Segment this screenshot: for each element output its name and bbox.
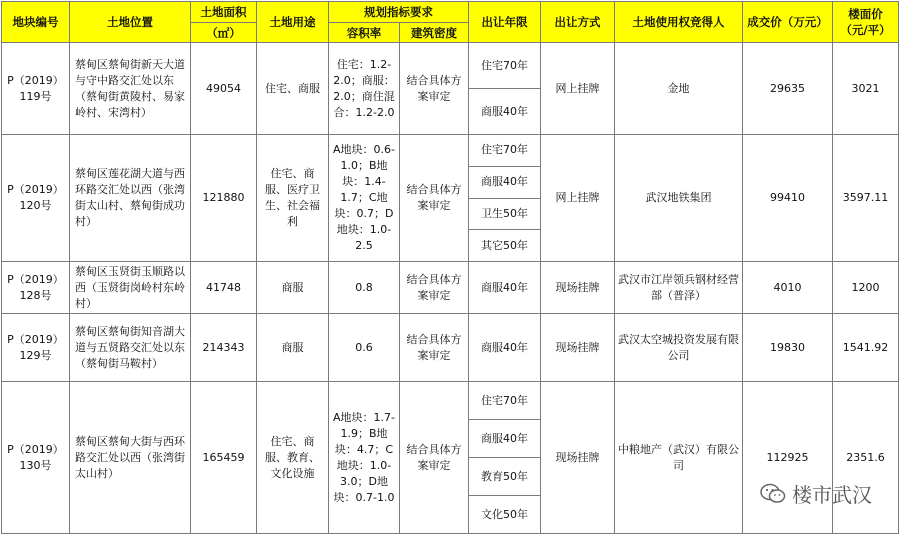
cell-floor-price: 3597.11 xyxy=(833,135,899,262)
header-term: 出让年限 xyxy=(469,2,541,43)
cell-term xyxy=(469,43,541,135)
cell-price: 19830 xyxy=(743,314,833,382)
cell-winner: 武汉太空城投资发展有限公司 xyxy=(615,314,743,382)
cell-far: 0.8 xyxy=(329,262,400,314)
cell-far: A地块：0.6-1.0；B地块：1.4-1.7；C地块：0.7；D地块：1.0-2.5 xyxy=(329,135,400,262)
header-use: 土地用途 xyxy=(257,2,329,43)
cell-area: 49054 xyxy=(191,43,257,135)
term-item: 商服40年 xyxy=(481,340,528,354)
cell-density: 结合具体方案审定 xyxy=(400,262,469,314)
header-area: 土地面积 xyxy=(191,2,257,23)
term-item: 商服40年 xyxy=(481,104,528,118)
cell-far: 0.6 xyxy=(329,314,400,382)
cell-location: 蔡甸区玉贤街玉顺路以西（玉贤街岗岭村东岭村） xyxy=(70,262,191,314)
cell-term xyxy=(469,135,541,262)
cell-floor-price: 1541.92 xyxy=(833,314,899,382)
watermark xyxy=(760,479,872,508)
cell-use: 商服 xyxy=(257,262,329,314)
cell-use: 住宅、商服 xyxy=(257,43,329,135)
cell-density: 结合具体方案审定 xyxy=(400,382,469,534)
header-density: 建筑密度 xyxy=(400,23,469,43)
table-row xyxy=(2,43,899,135)
header-location: 土地位置 xyxy=(70,2,191,43)
term-item: 卫生50年 xyxy=(469,199,540,231)
cell-far: 住宅：1.2-2.0；商服：2.0；商住混合：1.2-2.0 xyxy=(329,43,400,135)
term-item: 住宅70年 xyxy=(469,382,540,420)
cell-term xyxy=(469,314,541,382)
header-floor-price: 楼面价（元/平） xyxy=(833,2,899,43)
cell-density: 结合具体方案审定 xyxy=(400,135,469,262)
cell-area: 121880 xyxy=(191,135,257,262)
cell-floor-price: 2351.6 xyxy=(833,382,899,534)
term-item: 住宅70年 xyxy=(469,43,540,89)
cell-density: 结合具体方案审定 xyxy=(400,314,469,382)
cell-price: 4010 xyxy=(743,262,833,314)
header-area-unit: （㎡） xyxy=(191,23,257,43)
cell-use: 住宅、商服、医疗卫生、社会福利 xyxy=(257,135,329,262)
cell-location: 蔡甸区蔡甸街知音湖大道与五贤路交汇处以东（蔡甸街马鞍村） xyxy=(70,314,191,382)
watermark-text: 楼市武汉 xyxy=(792,483,872,507)
cell-density: 结合具体方案审定 xyxy=(400,43,469,135)
table-row xyxy=(2,262,899,314)
cell-use: 住宅、商服、教育、文化设施 xyxy=(257,382,329,534)
wechat-icon xyxy=(760,483,786,505)
term-item: 文化50年 xyxy=(481,507,528,521)
header-winner: 土地使用权竞得人 xyxy=(615,2,743,43)
land-transaction-table xyxy=(1,1,899,534)
header-far: 容积率 xyxy=(329,23,400,43)
cell-winner: 金地 xyxy=(615,43,743,135)
cell-block-id: P（2019）130号 xyxy=(2,382,70,534)
cell-floor-price: 1200 xyxy=(833,262,899,314)
header-method: 出让方式 xyxy=(541,2,615,43)
table-row xyxy=(2,314,899,382)
term-item: 住宅70年 xyxy=(469,135,540,167)
header-planning: 规划指标要求 xyxy=(329,2,469,23)
term-item: 商服40年 xyxy=(469,420,540,458)
term-item: 商服40年 xyxy=(481,280,528,294)
term-item: 商服40年 xyxy=(469,167,540,199)
cell-method: 网上挂牌 xyxy=(541,135,615,262)
cell-block-id: P（2019）129号 xyxy=(2,314,70,382)
cell-price: 112925 xyxy=(743,382,833,534)
cell-use: 商服 xyxy=(257,314,329,382)
cell-block-id: P（2019）128号 xyxy=(2,262,70,314)
cell-block-id: P（2019）120号 xyxy=(2,135,70,262)
cell-winner: 武汉市江岸领兵钢材经营部（普泽） xyxy=(615,262,743,314)
cell-method: 现场挂牌 xyxy=(541,382,615,534)
term-item: 教育50年 xyxy=(469,458,540,496)
cell-price: 29635 xyxy=(743,43,833,135)
cell-price: 99410 xyxy=(743,135,833,262)
header-block-no: 地块编号 xyxy=(2,2,70,43)
cell-location: 蔡甸区蔡甸街新天大道与守中路交汇处以东（蔡甸街黄陵村、易家岭村、宋湾村） xyxy=(70,43,191,135)
cell-area: 41748 xyxy=(191,262,257,314)
cell-location: 蔡甸区蔡甸大街与西环路交汇处以西（张湾街太山村） xyxy=(70,382,191,534)
cell-floor-price: 3021 xyxy=(833,43,899,135)
cell-far: A地块：1.7-1.9；B地块：4.7；C地块：1.0-3.0；D地块：0.7-1.0 xyxy=(329,382,400,534)
cell-term xyxy=(469,262,541,314)
table-row xyxy=(2,135,899,262)
cell-winner: 中粮地产（武汉）有限公司 xyxy=(615,382,743,534)
term-item: 其它50年 xyxy=(481,238,528,252)
cell-winner: 武汉地铁集团 xyxy=(615,135,743,262)
cell-area: 165459 xyxy=(191,382,257,534)
cell-area: 214343 xyxy=(191,314,257,382)
cell-method: 现场挂牌 xyxy=(541,262,615,314)
cell-method: 现场挂牌 xyxy=(541,314,615,382)
cell-location: 蔡甸区莲花湖大道与西环路交汇处以西（张湾街太山村、蔡甸街成功村） xyxy=(70,135,191,262)
cell-method: 网上挂牌 xyxy=(541,43,615,135)
header-price: 成交价（万元） xyxy=(743,2,833,43)
table-row xyxy=(2,382,899,534)
cell-term xyxy=(469,382,541,534)
cell-block-id: P（2019）119号 xyxy=(2,43,70,135)
